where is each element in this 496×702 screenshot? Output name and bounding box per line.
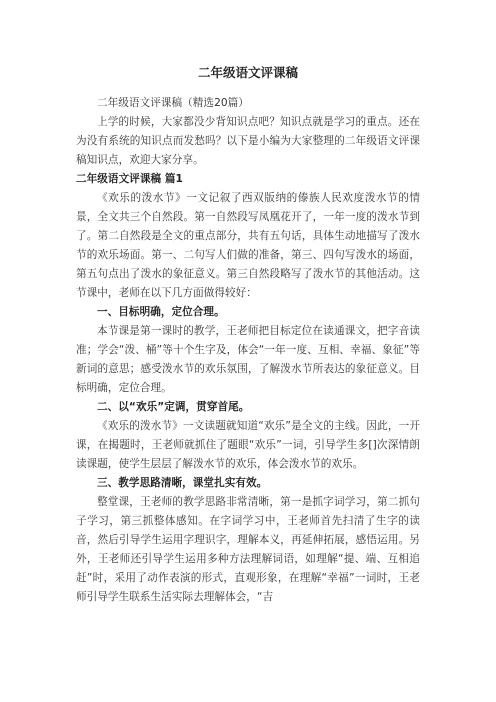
intro-paragraph: 上学的时候，大家都没少背知识点吧？知识点就是学习的重点。还在为没有系统的知识点而发愁吗？以下是小编为大家整理的二年级语文评课稿知识点，欢迎大家分享。 [76, 116, 420, 166]
body-paragraph: 《欢乐的泼水节》一文记叙了西双版纳的傣族人民欢度泼水节的情景，全文共三个自然段。第一自然段写凤凰花开了，一年一度的泼水节到了。第二自然段是全文的重点部分，共有五句话，具体生动地描写了泼水节的欢乐场面。第一、二句写人们做的准备，第三、四句写泼水的场面，第五句点出了泼水的象征意义。第三自然段略写了泼水节的其他活动。这节课中，老师在以下几方面做得较好： [76, 192, 420, 299]
body-paragraph: 本节课是第一课时的教学，王老师把目标定位在读通课文，把字音读准；学会“泼、桶”等十个生字及，体会“一年一度、互相、幸福、象征”等新词的意思；感受泼水节的欢乐氛围，了解泼水节所表达的象征意义。目标明确，定位合理。 [76, 325, 420, 394]
subheading-two: 二、以“欢乐”定调，贯穿首尾。 [97, 401, 250, 413]
subheading-one: 一、目标明确，定位合理。 [97, 306, 225, 318]
document-body [76, 94, 420, 607]
section-heading: 二年级语文评课稿 篇1 [76, 173, 183, 185]
body-paragraph: 《欢乐的泼水节》一文读题就知道“欢乐”是全文的主线。因此，一开课，在揭题时，王老师就抓住了题眼“欢乐”一词，引导学生多[]次深情朗读课题，使学生层层了解泼水节的欢乐，体会泼水节的欢乐。 [76, 420, 420, 470]
document-title: 二年级语文评课稿 [197, 65, 298, 80]
subtitle-paragraph: 二年级语文评课稿（精选20篇） [97, 97, 249, 109]
subheading-three: 三、教学思路清晰，课堂扎实有效。 [97, 477, 268, 489]
body-paragraph: 整堂课，王老师的教学思路非常清晰，第一是抓字词学习，第二抓句子学习，第三抓整体感知。在字词学习中，王老师首先扫清了生字的读音，然后引导学生运用字理识字，理解本义，再延伸拓展，感悟运用。另外，王老师还引导学生运用多种方法理解词语，如理解“提、端、互相追赶”时，采用了动作表演的形式，直观形象，在理解“幸福”一词时，王老师引导学生联系生活实际去理解体会，“吉 [76, 496, 420, 603]
